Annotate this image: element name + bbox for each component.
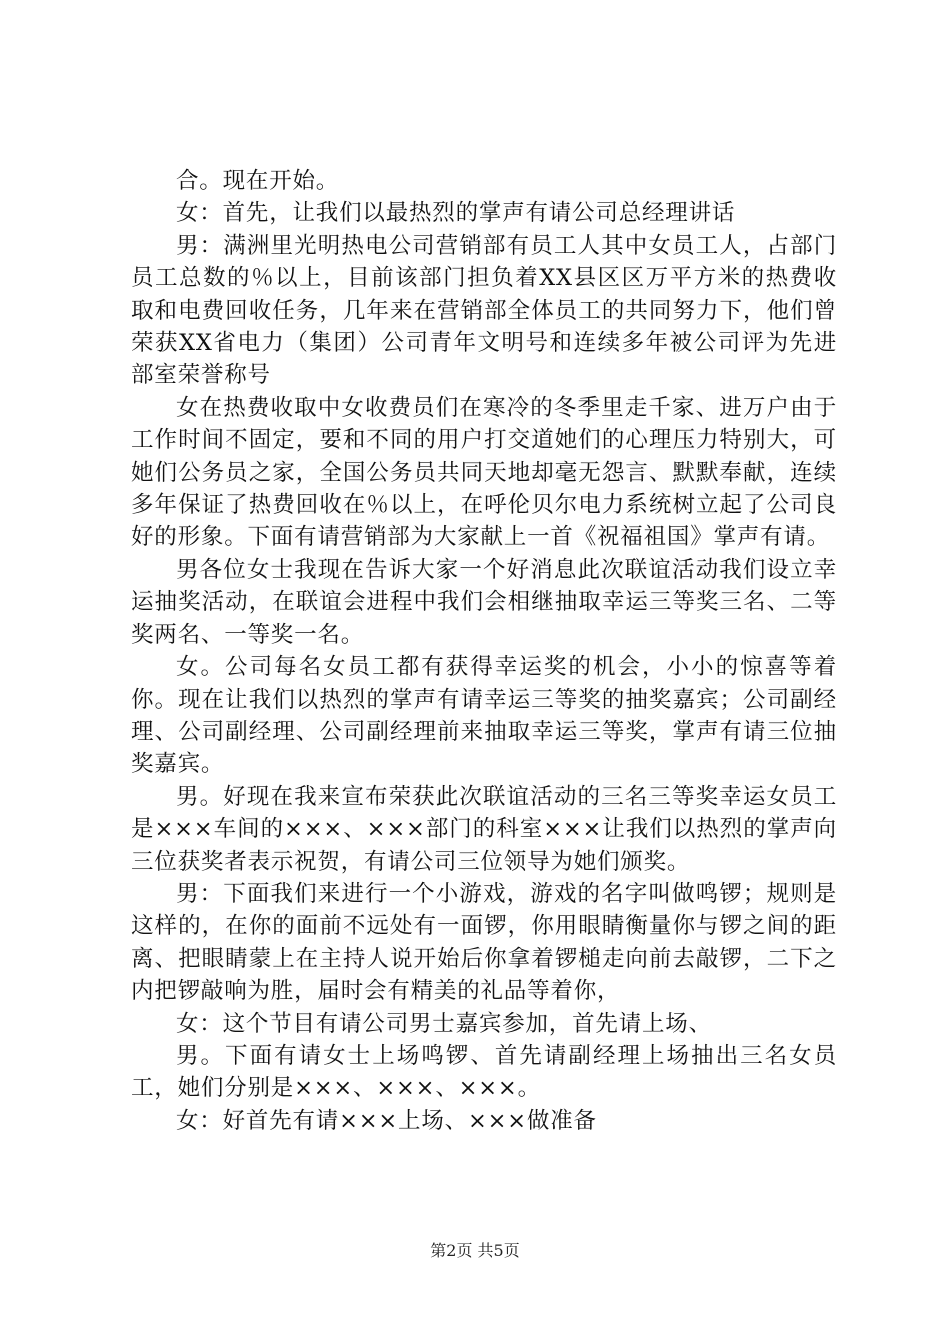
paragraph: 男各位女士我现在告诉大家一个好消息此次联谊活动我们设立幸运抽奖活动，在联谊会进程中我们会相继抽取幸运三等奖三名、二等奖两名、一等奖一名。 <box>131 556 837 648</box>
paragraph: 男：满洲里光明热电公司营销部有员工人其中女员工人，占部门员工总数的％以上，目前该部门担负着XX县区区万平方米的热费收取和电费回收任务，几年来在营销部全体员工的共同努力下，他们曾荣获XX省电力（集团）公司青年文明号和连续多年被公司评为先进部室荣誉称号 <box>131 232 837 389</box>
paragraph: 男。好现在我来宣布荣获此次联谊活动的三名三等奖幸运女员工是×××车间的×××、×××部门的科室×××让我们以热烈的掌声向三位获奖者表示祝贺，有请公司三位领导为她们颁奖。 <box>131 783 837 875</box>
paragraph: 男。下面有请女士上场鸣锣、首先请副经理上场抽出三名女员工，她们分别是×××、×××、×××。 <box>131 1042 837 1102</box>
paragraph: 女：这个节目有请公司男士嘉宾参加，首先请上场、 <box>176 1010 712 1037</box>
paragraph: 女：首先，让我们以最热烈的掌声有请公司总经理讲话 <box>176 200 736 227</box>
paragraph: 女。公司每名女员工都有获得幸运奖的机会，小小的惊喜等着你。现在让我们以热烈的掌声有请幸运三等奖的抽奖嘉宾；公司副经理、公司副经理、公司副经理前来抽取幸运三等奖，掌声有请三位抽奖嘉宾。 <box>131 654 837 778</box>
paragraph: 合。现在开始。 <box>176 168 340 194</box>
paragraph: 男：下面我们来进行一个小游戏，游戏的名字叫做鸣锣；规则是这样的，在你的面前不远处有一面锣，你用眼睛衡量你与锣之间的距离、把眼睛蒙上在主持人说开始后你拿着锣槌走向前去敲锣，二下之内把锣敲响为胜，届时会有精美的礼品等着你， <box>131 880 837 1005</box>
document-body <box>131 165 837 1137</box>
page-number-footer: 第2页 共5页 <box>430 1241 520 1260</box>
paragraph: 女在热费收取中女收费员们在寒冷的冬季里走千家、进万户由于工作时间不固定，要和不同的用户打交道她们的心理压力特别大，可她们公务员之家，全国公务员共同天地却毫无怨言、默默奉献，连续多年保证了热费回收在％以上，在呼伦贝尔电力系统树立起了公司良好的形象。下面有请营销部为大家献上一首《祝福祖国》掌声有请。 <box>131 394 837 551</box>
paragraph: 女：好首先有请×××上场、×××做准备 <box>176 1107 597 1134</box>
